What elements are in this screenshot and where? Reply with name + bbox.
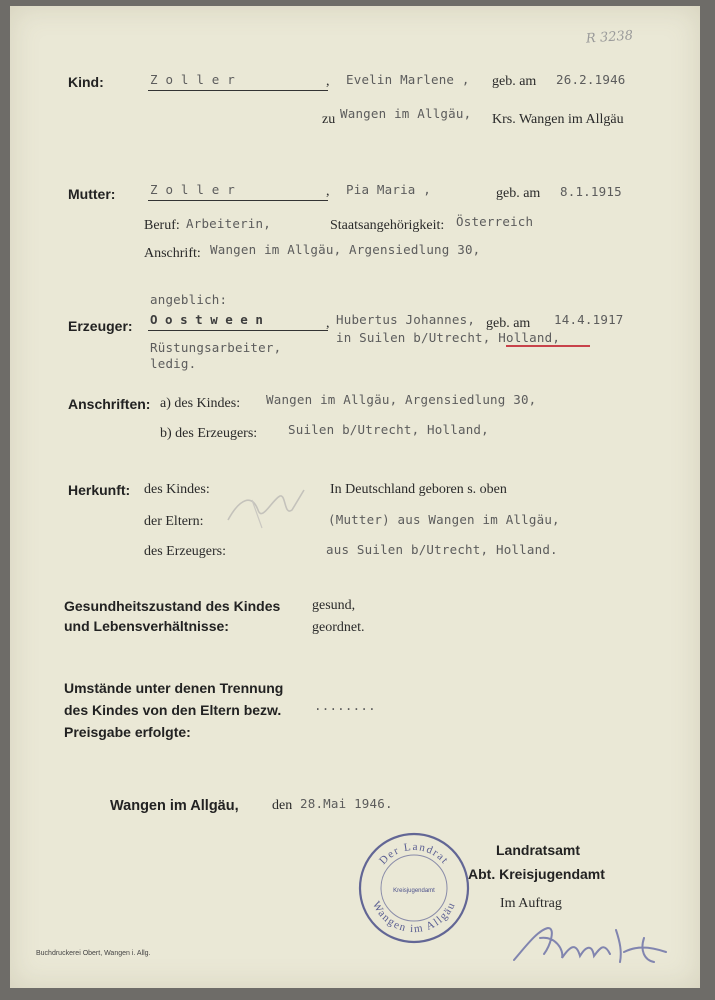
mutter-label: Mutter:: [68, 186, 116, 202]
anschriften-label: Anschriften:: [68, 396, 151, 412]
herkunft-kind: In Deutschland geboren s. oben: [330, 482, 507, 497]
erzeuger-label: Erzeuger:: [68, 318, 133, 334]
kind-given-name: Evelin Marlene ,: [346, 72, 470, 87]
mutter-staatsangehoerigkeit: Österreich: [456, 214, 534, 229]
herkunft-erzeuger-label: des Erzeugers:: [144, 544, 227, 559]
archive-mark: R 3238: [585, 28, 634, 47]
stamp-bottom-text: Wangen im Allgäu: [369, 899, 459, 936]
erzeuger-marital-status: ledig.: [150, 356, 197, 371]
kind-label: Kind:: [68, 74, 104, 90]
svg-text:Der Landrat: [377, 841, 451, 867]
official-stamp: [356, 830, 472, 946]
herkunft-erzeuger: aus Suilen b/Utrecht, Holland.: [326, 542, 558, 557]
lebensverhaeltnisse-value: geordnet.: [312, 620, 365, 635]
stamp-top-text: Der Landrat: [377, 840, 452, 867]
erzeuger-occupation: Rüstungsarbeiter,: [150, 340, 282, 355]
kind-surname-line: [148, 90, 328, 91]
umstaende-label-3: Preisgabe erfolgte:: [64, 724, 191, 740]
gesundheit-value: gesund,: [312, 598, 356, 613]
erzeuger-surname-line: [148, 330, 328, 331]
datum: 28.Mai 1946.: [300, 796, 393, 811]
mutter-surname: Z o l l e r: [150, 182, 235, 197]
anschrift-kind: Wangen im Allgäu, Argensiedlung 30,: [266, 392, 537, 407]
pencil-scribble: [222, 480, 312, 530]
anschrift-kind-label: a) des Kindes:: [160, 396, 241, 411]
den-label: den: [272, 798, 293, 813]
stamp-center-text: Kreisjugendamt: [393, 888, 435, 894]
mutter-given-name: Pia Maria ,: [346, 182, 431, 197]
mutter-staat-label: Staatsangehörigkeit:: [330, 218, 445, 233]
mutter-birthdate: 8.1.1915: [560, 184, 622, 199]
mutter-beruf: Arbeiterin,: [186, 216, 271, 231]
mutter-beruf-label: Beruf:: [144, 218, 180, 233]
herkunft-eltern-label: der Eltern:: [144, 514, 204, 529]
printer-credit: Buchdruckerei Obert, Wangen i. Allg.: [36, 950, 151, 957]
erzeuger-note: angeblich:: [150, 292, 228, 307]
kind-birthdate: 26.2.1946: [556, 72, 626, 87]
kind-district: Krs. Wangen im Allgäu: [492, 112, 624, 127]
umstaende-label-1: Umstände unter denen Trennung: [64, 680, 284, 696]
mutter-surname-line: [148, 200, 328, 201]
mutter-anschrift: Wangen im Allgäu, Argensiedlung 30,: [210, 242, 481, 257]
ort: Wangen im Allgäu,: [110, 798, 239, 814]
erzeuger-birthplace: in Suilen b/Utrecht, Holland,: [336, 330, 561, 345]
office-line-2: Abt. Kreisjugendamt: [468, 866, 605, 882]
umstaende-label-2: des Kindes von den Eltern bezw.: [64, 702, 282, 718]
mutter-born-label: geb. am: [496, 186, 541, 201]
kind-born-label: geb. am: [492, 74, 537, 89]
erzeuger-birthdate: 14.4.1917: [554, 312, 624, 327]
herkunft-label: Herkunft:: [68, 482, 131, 498]
herkunft-eltern: (Mutter) aus Wangen im Allgäu,: [328, 512, 560, 527]
gesundheit-label-2: und Lebensverhältnisse:: [64, 618, 229, 634]
anschrift-erzeuger-label: b) des Erzeugers:: [160, 426, 258, 441]
kind-birthplace: Wangen im Allgäu,: [340, 106, 472, 121]
kind-surname: Z o l l e r: [150, 72, 235, 87]
red-underline: [506, 345, 590, 347]
svg-text:Wangen im Allgäu: [370, 899, 458, 935]
document-page: R 3238 Kind: Z o l l e r , Evelin Marlene , geb. am 26.2.1946 zu Wangen im Allgäu, Krs. Wangen im Allgäu Mutter: Z o l l e r , Pia Maria , geb. am 8.1.1915 Beruf: Arbeiterin, Staatsangehörigkeit: Österreich Anschrift: Wangen im Allgäu, Argensiedlung 30, angeblich: Erzeuger: O o s t w e e n , Hubertus Johannes, geb. am 14.4.1917 in Suilen b/Utrecht, Holland, Rüstungsarbeiter, ledig. Anschriften: a) des Kindes: Wangen im Allgäu, Argensiedlung 30, b) des Erzeugers: Suilen b/Utrecht, Holland, Herkunft: des Kindes: In Deutschland geboren s. oben der Eltern: (Mutter) aus Wangen im Allgäu, des Erzeugers: aus Suilen b/Utrecht, Holland. Gesundheitszustand des Kindes und Lebensverhältnisse: gesund, geordnet. Umstände unter denen Trennung des Kindes von den Eltern bezw. Preisgabe erfolgte: ........ Wangen im Allgäu, den 28.Mai 1946. Landratsamt Abt. Kreisjugendamt Im Auftrag Der Landrat Wangen im Allgäu Kreisjugendamt Buchdruckerei Obert, Wangen i. Allg.: [10, 6, 700, 988]
handwritten-signature: [504, 916, 680, 972]
umstaende-value: ........: [314, 698, 376, 713]
office-line-3: Im Auftrag: [500, 896, 562, 911]
anschrift-erzeuger: Suilen b/Utrecht, Holland,: [288, 422, 489, 437]
erzeuger-surname: O o s t w e e n: [150, 312, 263, 327]
herkunft-kind-label: des Kindes:: [144, 482, 210, 497]
erzeuger-born-label: geb. am: [486, 316, 531, 331]
kind-place-prefix: zu: [322, 112, 336, 127]
gesundheit-label-1: Gesundheitszustand des Kindes: [64, 598, 281, 614]
erzeuger-given-name: Hubertus Johannes,: [336, 312, 476, 327]
office-line-1: Landratsamt: [496, 842, 581, 858]
mutter-anschrift-label: Anschrift:: [144, 246, 201, 261]
